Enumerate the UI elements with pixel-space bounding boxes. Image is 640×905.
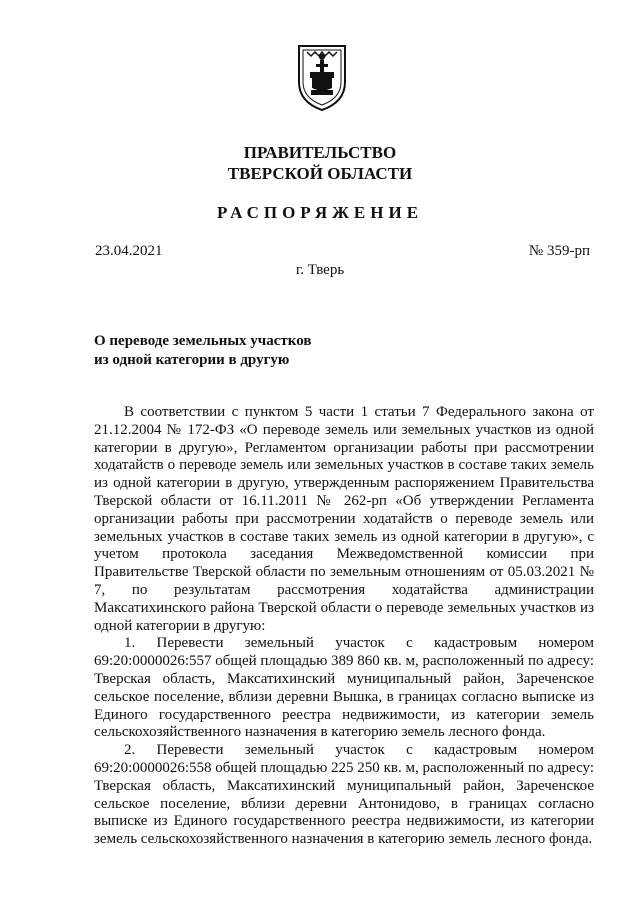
document-body [94, 404, 594, 849]
government-title [0, 142, 640, 184]
document-city: г. Тверь [295, 262, 345, 278]
subject-line2: из одной категории в другую [94, 352, 290, 368]
document-type-heading: РАСПОРЯЖЕНИЕ [216, 203, 424, 222]
document-date: 23.04.2021 [95, 243, 163, 259]
government-name-line2: ТВЕРСКОЙ ОБЛАСТИ [227, 164, 413, 183]
document-number: № 359-рп [528, 243, 590, 259]
order-item-2: 2. Перевести земельный участок с кадастровым номером 69:20:0000026:558 общей площадью 225 250 кв. м, расположенный по адресу: Тверская область, Максатихинский муниципальный район, Зареченское сельское поселение, вблизи деревни Антонидово, в границах согласно выписке из Единого государственного реестра недвижимости, из категории земель сельскохозяйственного назначения в категорию земель лесного фонда. [94, 742, 594, 848]
document-subject [94, 332, 394, 370]
subject-line1: О переводе земельных участков [94, 333, 312, 349]
government-name-line1: ПРАВИТЕЛЬСТВО [243, 143, 397, 162]
order-item-1: 1. Перевести земельный участок с кадастровым номером 69:20:0000026:557 общей площадью 389 860 кв. м, расположенный по адресу: Тверская область, Максатихинский муниципальный район, Зареченское сельское поселение, вблизи деревни Вышка, в границах согласно выписке из Единого государственного реестра недвижимости, из категории земель сельскохозяйственного назначения в категорию земель лесного фонда. [94, 635, 594, 741]
coat-of-arms-emblem [297, 42, 347, 112]
preamble-paragraph: В соответствии с пунктом 5 части 1 статьи 7 Федерального закона от 21.12.2004 № 172-ФЗ «О переводе земель или земельных участков из одной категории в другую», Регламентом организации работы при рассмотрении ходатайств о переводе земель или земельных участков в составе таких земель из одной категории в другую, утвержденным распоряжением Правительства Тверской области от 16.11.2011 № 262-рп «Об утверждении Регламента организации работы при рассмотрении ходатайств о переводе земель или земельных участков в составе таких земель из одной категории в другую», с учетом протокола заседания Межведомственной комиссии при Правительстве Тверской области по земельным отношениям от 05.03.2021 № 7, по результатам рассмотрения ходатайства администрации Максатихинского района Тверской области о переводе земельных участков из одной категории в другую: [94, 404, 594, 634]
